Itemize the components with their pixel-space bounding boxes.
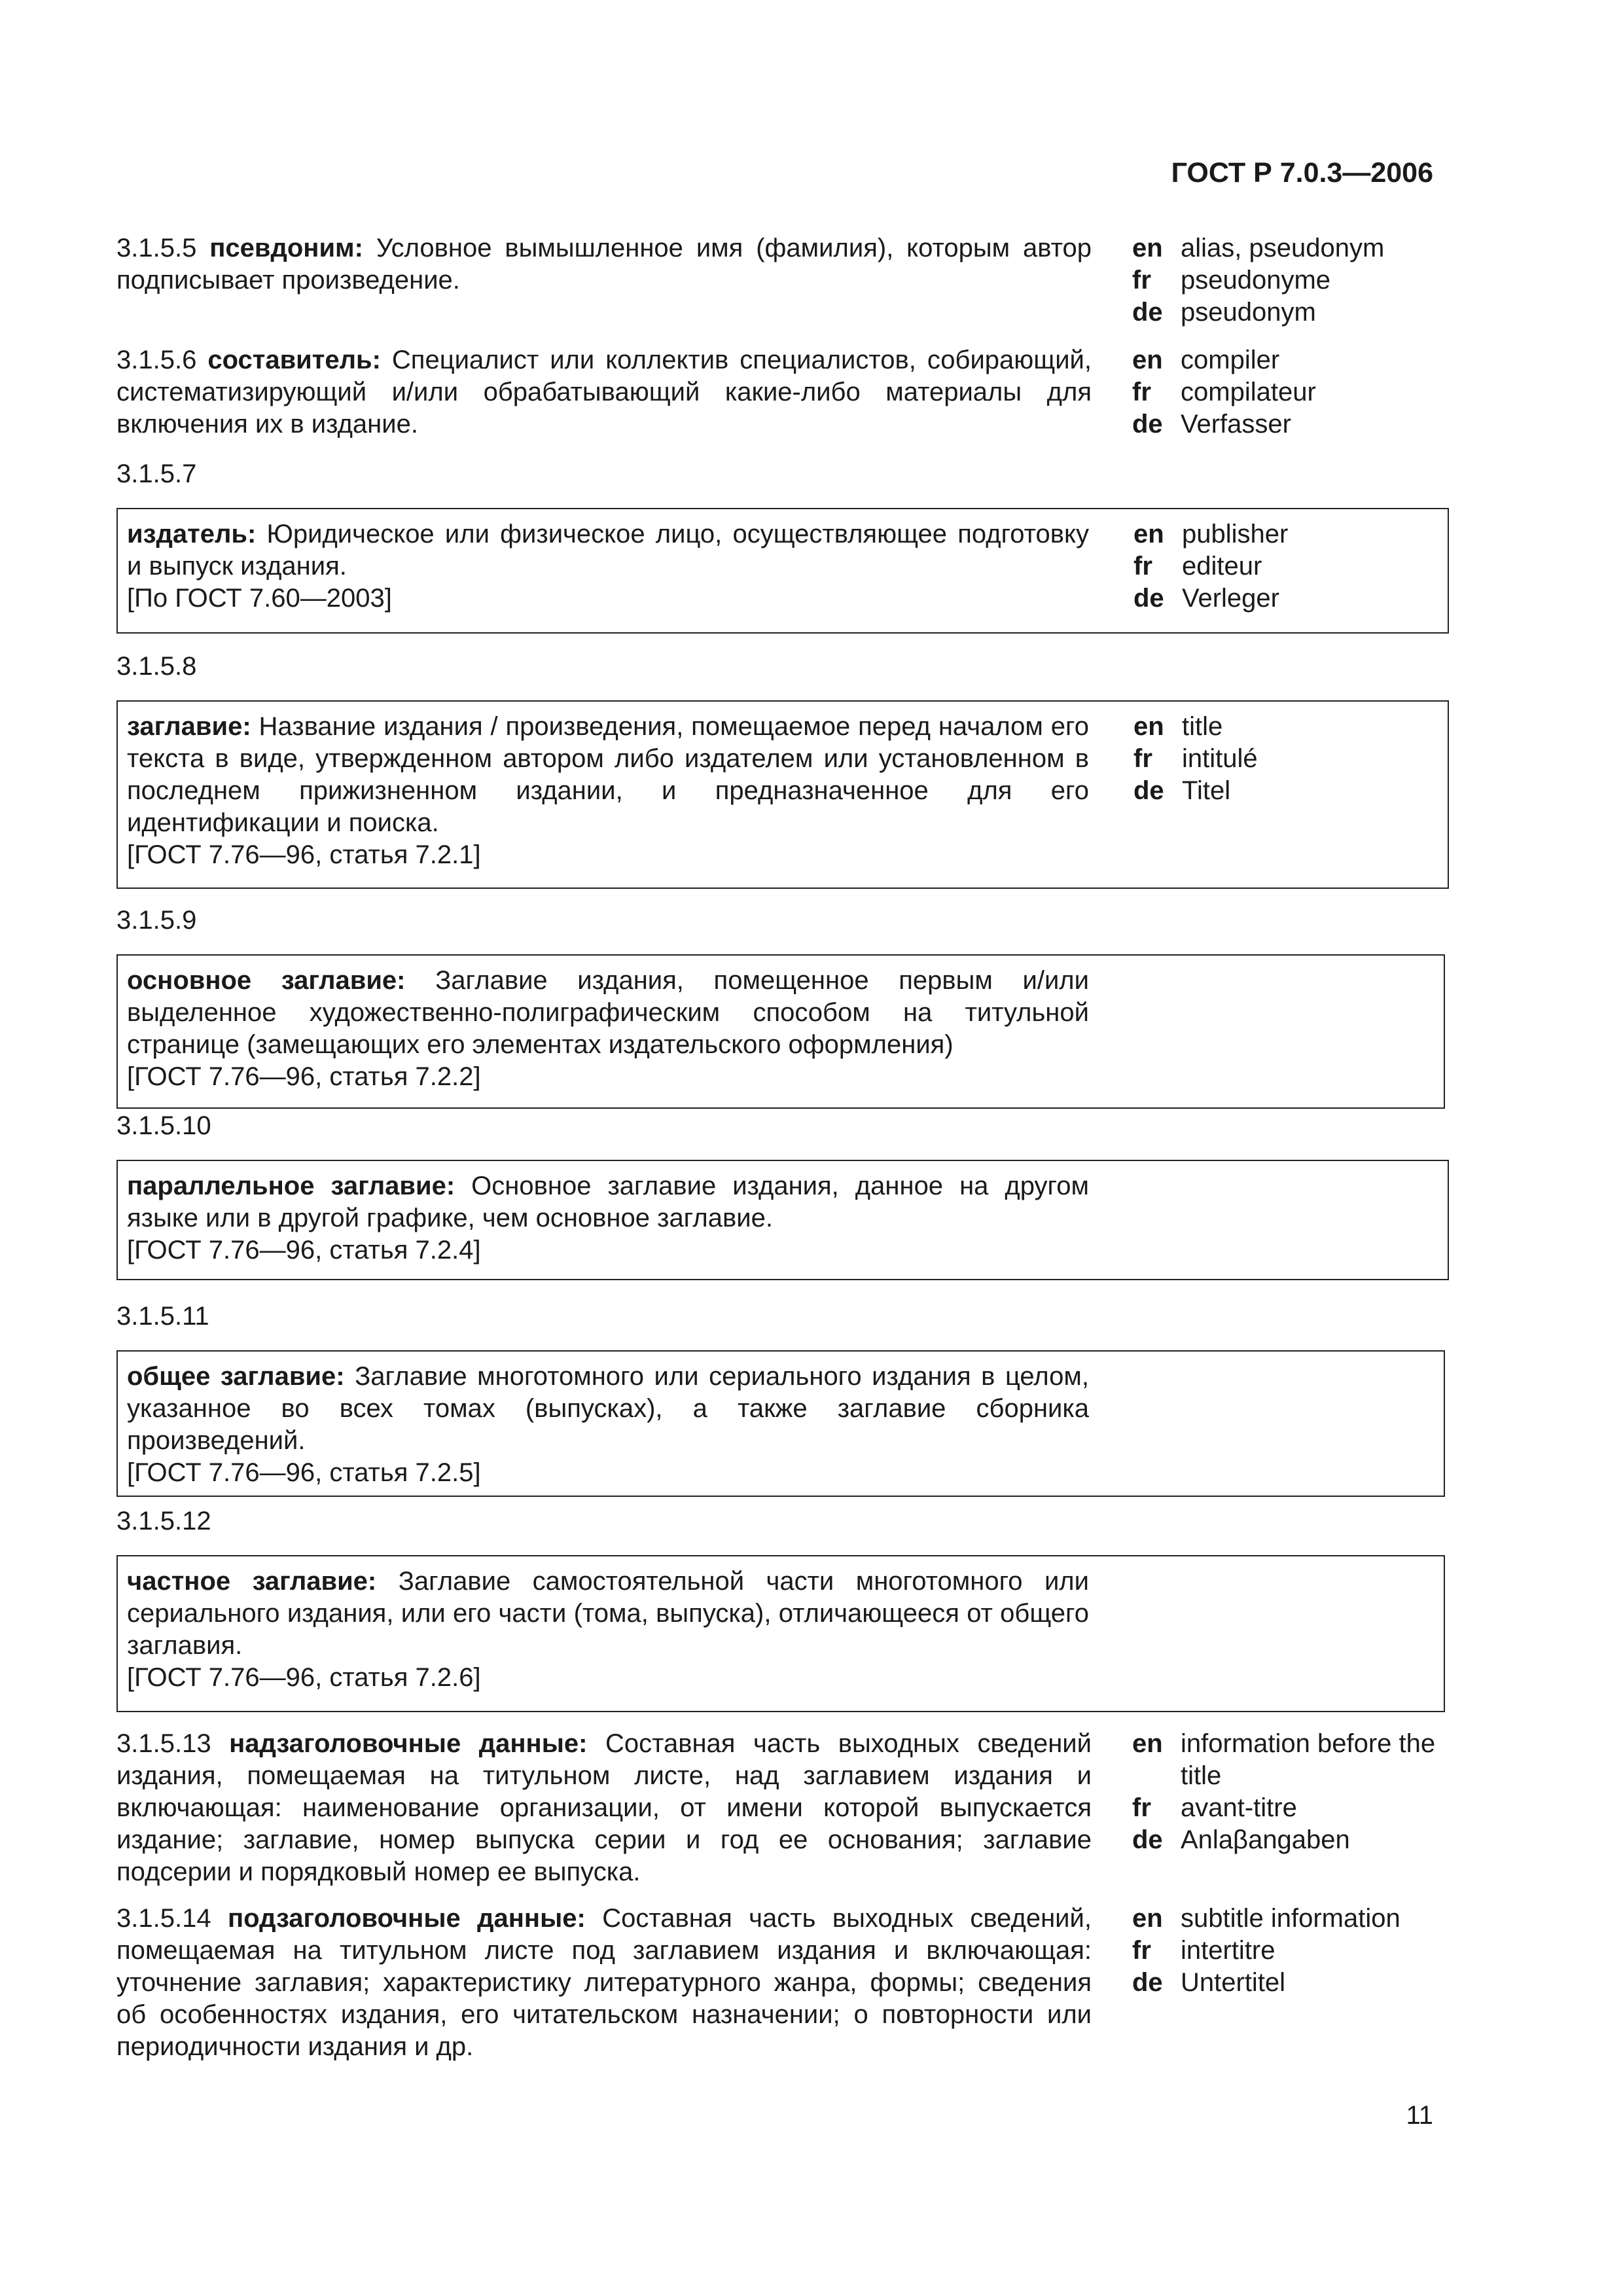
entry-number: 3.1.5.8 — [116, 652, 197, 681]
entry-text: параллельное заглавие: Основное заглавие издания, данное на другом языке или в другой графике, чем основное заглавие. [ГОСТ 7.76—96, статья 7.2.4] — [127, 1172, 1090, 1265]
entry-number: 3.1.5.9 — [116, 906, 197, 935]
definition-box — [116, 700, 1449, 889]
translations: en information before the title fr avant-titre de Anlaβangaben — [1132, 1729, 1436, 1854]
definition-box — [116, 1160, 1449, 1280]
translations: en subtitle information fr intertitre de Untertitel — [1132, 1904, 1400, 1997]
definition-box — [116, 1350, 1445, 1497]
entry-text: заглавие: Название издания / произведения, помещаемое перед началом его текста в виде, утвержденном автором либо издателем или установленном в последнем прижизненном издании, и предназначенное для его идентификации и поиска. [ГОСТ 7.76—96, статья 7.2.1] — [127, 712, 1089, 869]
definition-box — [116, 508, 1449, 634]
document-header: ГОСТ Р 7.0.3—2006 — [1171, 157, 1433, 188]
entry-text: частное заглавие: Заглавие самостоятельной части многотомного или сериального издания, или его части (тома, выпуска), отличающееся от общего заглавия. [ГОСТ 7.76—96, статья 7.2.6] — [127, 1567, 1089, 1692]
translations: en alias, pseudonym fr pseudonyme de pseudonym — [1132, 234, 1385, 327]
entry-number: 3.1.5.11 — [116, 1302, 209, 1331]
entry-text: 3.1.5.6 составитель: Специалист или коллектив специалистов, собирающий, систематизирующий и/или обрабатывающий какие-либо материалы для включения их в издание. — [116, 346, 1092, 439]
entry-number: 3.1.5.12 — [116, 1507, 211, 1535]
entry-text: издатель: Юридическое или физическое лицо, осуществляющее подготовку и выпуск издания. [По ГОСТ 7.60—2003] — [127, 520, 1089, 613]
entry-text: общее заглавие: Заглавие многотомного или сериального издания в целом, указанное во всех томах (выпусках), а также заглавие сборника произведений. [ГОСТ 7.76—96, статья 7.2.5] — [127, 1362, 1089, 1487]
entry-number: 3.1.5.10 — [116, 1111, 211, 1140]
translations: en title fr intitulé de Titel — [1133, 712, 1258, 805]
entry-text: 3.1.5.5 псевдоним: Условное вымышленное имя (фамилия), которым автор подписывает произведение. — [116, 234, 1092, 295]
page-number: 11 — [1406, 2101, 1433, 2130]
entry-number: 3.1.5.7 — [116, 459, 197, 488]
entry-text: 3.1.5.13 надзаголовочные данные: Составная часть выходных сведений издания, помещаемая на титульном листе, над заглавием издания и включающая: наименование организации, от имени которой выпускается издание; заглавие, номер выпуска серии и год ее основания; заглавие подсерии и порядковый номер ее выпуска. — [116, 1729, 1092, 1886]
entry-text: основное заглавие: Заглавие издания, помещенное первым и/или выделенное художественно-полиграфическим способом на титульной странице (замещающих его элементах издательского оформления) [ГОСТ 7.76—96, статья 7.2.2] — [127, 966, 1089, 1091]
definition-box — [116, 954, 1445, 1109]
translations: en publisher fr editeur de Verleger — [1133, 520, 1289, 613]
translations: en compiler fr compilateur de Verfasser — [1132, 346, 1316, 439]
entry-text: 3.1.5.14 подзаголовочные данные: Составная часть выходных сведений, помещаемая на титульном листе под заглавием издания и включающая: уточнение заглавия; характеристику литературного жанра, формы; сведения об особенностях издания, его читательском назначении; о повторности или периодичности издания и др. — [116, 1904, 1092, 2061]
definition-box — [116, 1555, 1445, 1712]
